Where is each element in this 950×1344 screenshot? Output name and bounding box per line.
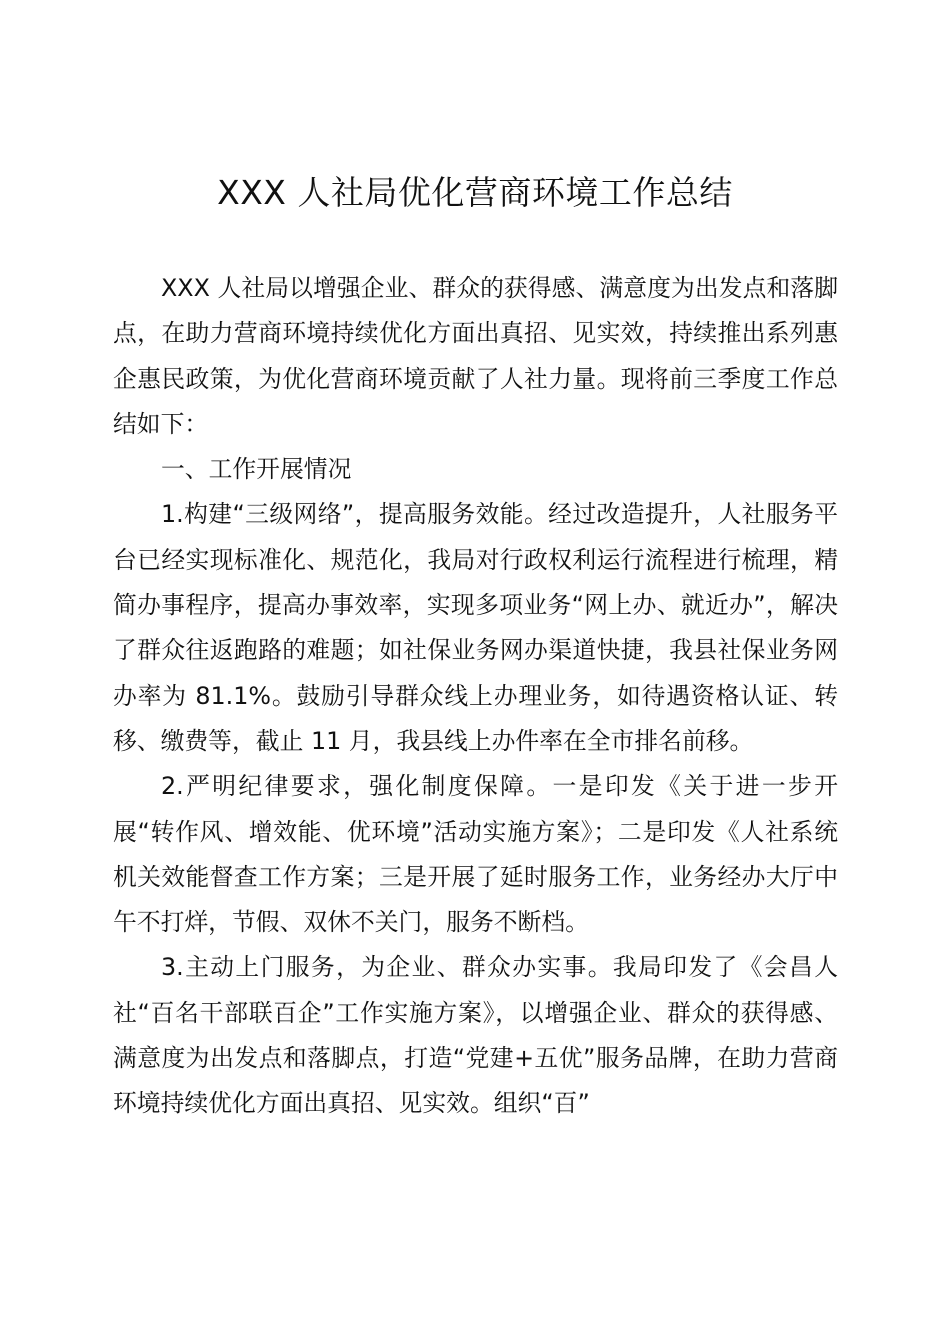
document-title: XXX 人社局优化营商环境工作总结 [217, 173, 733, 212]
item-2-paragraph: 2.严明纪律要求，强化制度保障。一是印发《关于进一步开展“转作风、增效能、优环境”活动实施方案》；二是印发《人社系统机关效能督查工作方案；三是开展了延时服务工作，业务经办大厅中午不打烊，节假、双休不关门，服务不断档。 [113, 772, 838, 937]
document-body [113, 266, 838, 1127]
item-1-paragraph: 1.构建“三级网络”，提高服务效能。经过改造提升，人社服务平台已经实现标准化、规范化，我局对行政权利运行流程进行梳理，精简办事程序，提高办事效率，实现多项业务“网上办、就近办”，解决了群众往返跑路的难题；如社保业务网办渠道快捷，我县社保业务网办率为 81.1%。鼓励引导群众线上办理业务，如待遇资格认证、转移、缴费等，截止 11 月，我县线上办件率在全市排名前移。 [113, 500, 838, 755]
section-heading: 一、工作开展情况 [161, 455, 352, 484]
intro-paragraph: XXX 人社局以增强企业、群众的获得感、满意度为出发点和落脚点，在助力营商环境持续优化方面出真招、见实效，持续推出系列惠企惠民政策，为优化营商环境贡献了人社力量。现将前三季度工作总结如下： [113, 274, 838, 438]
item-3-paragraph: 3.主动上门服务，为企业、群众办实事。我局印发了《会昌人社“百名干部联百企”工作实施方案》，以增强企业、群众的获得感、满意度为出发点和落脚点，打造“党建+五优”服务品牌，在助力营商环境持续优化方面出真招、见实效。组织“百” [113, 953, 838, 1118]
